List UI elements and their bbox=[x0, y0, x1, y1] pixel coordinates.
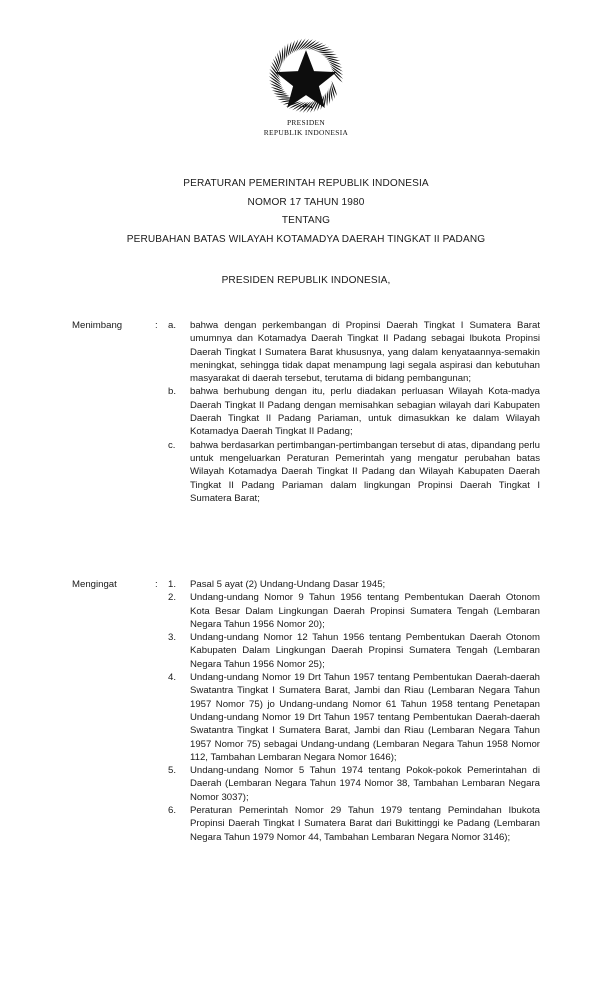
item-marker: 3. bbox=[168, 632, 177, 644]
mengingat-item-5 bbox=[168, 764, 540, 804]
menimbang-item-b bbox=[168, 385, 540, 438]
title-line-tentang: TENTANG bbox=[281, 215, 331, 227]
menimbang-item-c bbox=[168, 439, 540, 505]
emblem-caption-line1: PRESIDEN bbox=[286, 118, 326, 127]
item-marker: a. bbox=[168, 320, 177, 331]
menimbang-label: Menimbang bbox=[72, 320, 123, 331]
menimbang-colon: : bbox=[155, 320, 158, 331]
item-text: Undang-undang Nomor 12 Tahun 1956 tentang Pembentukan Daerah Otonom Kabupaten Dalam Lingkungan Daerah Propinsi Sumatera Tengah (Lembaran Negara Tahun 1956 Nomor 25); bbox=[190, 632, 540, 670]
item-marker: 2. bbox=[168, 592, 177, 604]
mengingat-colon: : bbox=[155, 579, 158, 590]
mengingat-section bbox=[72, 578, 540, 844]
document-title-block bbox=[36, 175, 576, 249]
emblem-caption-line2: REPUBLIK INDONESIA bbox=[263, 127, 349, 137]
menimbang-items bbox=[168, 319, 540, 505]
mengingat-items bbox=[168, 578, 540, 844]
item-text: bahwa berdasarkan pertimbangan-pertimbangan tersebut di atas, dipandang perlu untuk mengeluarkan Peraturan Pemerintah yang mengatur perubahan batas Wilayah Kotamadya Daerah Tingkat II Padang dan Wilayah Kabupaten Daerah Tingkat II Padang Pariaman dalam lingkungan Propinsi Daerah Tingkat I Sumatera Barat; bbox=[190, 439, 540, 504]
item-text: Undang-undang Nomor 5 Tahun 1974 tentang Pokok-pokok Pemerintahan di Daerah (Lembaran Negara Tahun 1974 Nomor 38, Tambahan Lembaran Negara Nomor 3037); bbox=[190, 765, 540, 803]
menimbang-row bbox=[72, 319, 540, 505]
title-line-regulation: PERATURAN PEMERINTAH REPUBLIK INDONESIA bbox=[183, 178, 429, 189]
item-text: bahwa berhubung dengan itu, perlu diadakan perluasan Wilayah Kota-madya Daerah Tingkat II Padang dengan memisahkan sebagian wilayah dari Kabupaten Daerah Tingkat II Padang Pariaman, untuk dimasukkan ke dalam Wilayah Kotamadya Daerah Tingkat II Padang; bbox=[190, 386, 540, 438]
mengingat-row bbox=[72, 578, 540, 844]
menimbang-item-a bbox=[168, 319, 540, 385]
mengingat-item-6 bbox=[168, 804, 540, 844]
item-text: Undang-undang Nomor 19 Drt Tahun 1957 tentang Pembentukan Daerah-daerah Swatantra Tingkat I Sumatera Barat, Jambi dan Riau (Lembaran Negara Tahun 1957 Nomor 75) jo Undang-undang Nomor 61 Tahun 1958 tentang Penetapan Undang-undang Nomor 19 Drt Tahun 1957 tentang Pembentukan Daerah-daerah Swatantra Tingkat I Sumatera Barat, Jambi dan Riau (Lembaran Negara Tahun 1957 Nomor 75) sebagai Undang-undang (Lembaran Negara Tahun 1958 Nomor 112, Tambahan Lembaran Negara Nomor 1646); bbox=[190, 672, 540, 763]
title-line-subject: PERUBAHAN BATAS WILAYAH KOTAMADYA DAERAH TINGKAT II PADANG bbox=[126, 233, 486, 245]
mengingat-item-3 bbox=[168, 631, 540, 671]
item-marker: c. bbox=[168, 439, 176, 451]
menimbang-section bbox=[72, 319, 540, 505]
item-text: Undang-undang Nomor 9 Tahun 1956 tentang Pembentukan Daerah Otonom Kota Besar Dalam Lingkungan Daerah Propinsi Sumatera Tengah (Lembaran Negara Tahun 1956 Nomor 20); bbox=[190, 592, 540, 630]
item-marker: 5. bbox=[168, 765, 177, 777]
item-marker: 4. bbox=[168, 672, 177, 684]
item-text: Peraturan Pemerintah Nomor 29 Tahun 1979 tentang Pemindahan Ibukota Propinsi Daerah Tingkat I Sumatera Barat dari Bukittinggi ke Padang (Lembaran Negara Tahun 1979 Nomor 44, Tambahan Lembaran Negara Nomor 3146); bbox=[190, 805, 540, 843]
item-marker: 1. bbox=[168, 579, 177, 590]
mengingat-item-1 bbox=[168, 578, 540, 591]
mengingat-item-4 bbox=[168, 671, 540, 764]
presidential-emblem-block bbox=[0, 33, 612, 137]
title-line-number: NOMOR 17 TAHUN 1980 bbox=[247, 196, 365, 208]
item-marker: b. bbox=[168, 386, 177, 398]
emblem-caption bbox=[0, 118, 612, 137]
item-marker: 6. bbox=[168, 805, 177, 817]
item-text: bahwa dengan perkembangan di Propinsi Daerah Tingkat I Sumatera Barat umumnya dan Kotamadya Daerah Tingkat II Padang sebagai lbukota Propinsi Daerah Tingkat I Sumatera Barat khususnya, yang dalam kenyataannya-semakin meningkat, sehingga tidak dapat menampung lagi segala aspirasi dan kebutuhan masyarakat di daerah tersebut, terutama di bidang pembangunan; bbox=[190, 320, 540, 385]
mengingat-item-2 bbox=[168, 591, 540, 631]
issuing-authority: PRESIDEN REPUBLIK INDONESIA, bbox=[221, 275, 391, 286]
mengingat-label: Mengingat bbox=[72, 579, 117, 590]
item-text: Pasal 5 ayat (2) Undang-Undang Dasar 1945; bbox=[190, 579, 386, 590]
garuda-star-wreath-emblem bbox=[263, 33, 349, 115]
